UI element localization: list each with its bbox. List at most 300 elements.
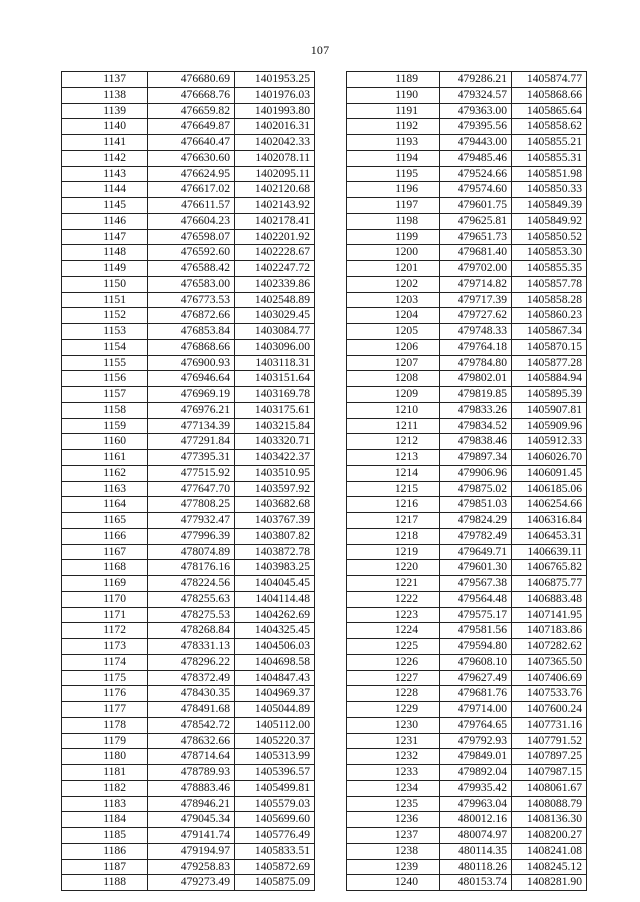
point-number-cell: 1233 xyxy=(347,765,440,781)
y-coordinate-cell: 1402042.33 xyxy=(235,135,315,151)
table-row xyxy=(62,607,315,623)
point-number-cell: 1198 xyxy=(347,213,440,229)
table-row xyxy=(62,103,315,119)
x-coordinate-cell: 476588.42 xyxy=(148,261,235,277)
x-coordinate-cell: 479897.34 xyxy=(440,450,512,466)
point-number-cell: 1224 xyxy=(347,623,440,639)
y-coordinate-cell: 1406185.06 xyxy=(512,481,587,497)
y-coordinate-cell: 1406453.31 xyxy=(512,528,587,544)
y-coordinate-cell: 1403872.78 xyxy=(235,544,315,560)
point-number-cell: 1175 xyxy=(62,670,148,686)
table-row xyxy=(347,717,587,733)
y-coordinate-cell: 1407365.50 xyxy=(512,654,587,670)
x-coordinate-cell: 479273.49 xyxy=(148,875,235,891)
x-coordinate-cell: 478296.22 xyxy=(148,654,235,670)
y-coordinate-cell: 1406765.82 xyxy=(512,560,587,576)
x-coordinate-cell: 479581.56 xyxy=(440,623,512,639)
table-row xyxy=(62,418,315,434)
table-row xyxy=(347,780,587,796)
y-coordinate-cell: 1406091.45 xyxy=(512,465,587,481)
x-coordinate-cell: 478255.63 xyxy=(148,591,235,607)
point-number-cell: 1162 xyxy=(62,465,148,481)
y-coordinate-cell: 1405313.99 xyxy=(235,749,315,765)
point-number-cell: 1152 xyxy=(62,308,148,324)
y-coordinate-cell: 1405857.78 xyxy=(512,276,587,292)
x-coordinate-cell: 477996.39 xyxy=(148,528,235,544)
table-row xyxy=(62,733,315,749)
y-coordinate-cell: 1403084.77 xyxy=(235,324,315,340)
table-row xyxy=(62,135,315,151)
x-coordinate-cell: 479363.00 xyxy=(440,103,512,119)
table-row xyxy=(62,150,315,166)
table-row xyxy=(347,875,587,891)
y-coordinate-cell: 1405833.51 xyxy=(235,843,315,859)
point-number-cell: 1240 xyxy=(347,875,440,891)
table-row xyxy=(347,87,587,103)
x-coordinate-cell: 479258.83 xyxy=(148,859,235,875)
table-row xyxy=(62,796,315,812)
point-number-cell: 1183 xyxy=(62,796,148,812)
table-row xyxy=(347,859,587,875)
table-row xyxy=(347,654,587,670)
x-coordinate-cell: 479764.65 xyxy=(440,717,512,733)
x-coordinate-cell: 479851.03 xyxy=(440,497,512,513)
x-coordinate-cell: 479748.33 xyxy=(440,324,512,340)
y-coordinate-cell: 1405895.39 xyxy=(512,387,587,403)
x-coordinate-cell: 478542.72 xyxy=(148,717,235,733)
x-coordinate-cell: 479141.74 xyxy=(148,828,235,844)
y-coordinate-cell: 1405870.15 xyxy=(512,339,587,355)
table-row xyxy=(347,418,587,434)
point-number-cell: 1174 xyxy=(62,654,148,670)
table-row xyxy=(347,198,587,214)
y-coordinate-cell: 1404262.69 xyxy=(235,607,315,623)
x-coordinate-cell: 479681.76 xyxy=(440,686,512,702)
y-coordinate-cell: 1402247.72 xyxy=(235,261,315,277)
point-number-cell: 1150 xyxy=(62,276,148,292)
y-coordinate-cell: 1407987.15 xyxy=(512,765,587,781)
point-number-cell: 1170 xyxy=(62,591,148,607)
y-coordinate-cell: 1403767.39 xyxy=(235,513,315,529)
point-number-cell: 1179 xyxy=(62,733,148,749)
point-number-cell: 1138 xyxy=(62,87,148,103)
y-coordinate-cell: 1406254.66 xyxy=(512,497,587,513)
table-row xyxy=(62,198,315,214)
table-row xyxy=(347,245,587,261)
table-row xyxy=(62,749,315,765)
y-coordinate-cell: 1402078.11 xyxy=(235,150,315,166)
x-coordinate-cell: 479833.26 xyxy=(440,402,512,418)
table-row xyxy=(347,182,587,198)
y-coordinate-cell: 1404847.43 xyxy=(235,670,315,686)
table-row xyxy=(347,765,587,781)
table-row xyxy=(347,276,587,292)
point-number-cell: 1137 xyxy=(62,72,148,88)
table-row xyxy=(347,607,587,623)
table-row xyxy=(62,497,315,513)
point-number-cell: 1165 xyxy=(62,513,148,529)
point-number-cell: 1160 xyxy=(62,434,148,450)
y-coordinate-cell: 1405865.64 xyxy=(512,103,587,119)
x-coordinate-cell: 476617.02 xyxy=(148,182,235,198)
y-coordinate-cell: 1402201.92 xyxy=(235,229,315,245)
point-number-cell: 1235 xyxy=(347,796,440,812)
table-row xyxy=(347,812,587,828)
x-coordinate-cell: 477395.31 xyxy=(148,450,235,466)
table-row xyxy=(62,245,315,261)
table-row xyxy=(62,591,315,607)
table-row xyxy=(347,387,587,403)
table-row xyxy=(347,324,587,340)
point-number-cell: 1234 xyxy=(347,780,440,796)
x-coordinate-cell: 479681.40 xyxy=(440,245,512,261)
point-number-cell: 1208 xyxy=(347,371,440,387)
x-coordinate-cell: 478946.21 xyxy=(148,796,235,812)
table-row xyxy=(62,765,315,781)
y-coordinate-cell: 1405855.35 xyxy=(512,261,587,277)
point-number-cell: 1143 xyxy=(62,166,148,182)
point-number-cell: 1161 xyxy=(62,450,148,466)
x-coordinate-cell: 476583.00 xyxy=(148,276,235,292)
table-row xyxy=(347,686,587,702)
x-coordinate-cell: 477134.39 xyxy=(148,418,235,434)
x-coordinate-cell: 476624.95 xyxy=(148,166,235,182)
x-coordinate-cell: 479649.71 xyxy=(440,544,512,560)
y-coordinate-cell: 1403682.68 xyxy=(235,497,315,513)
y-coordinate-cell: 1405855.21 xyxy=(512,135,587,151)
point-number-cell: 1194 xyxy=(347,150,440,166)
table-row xyxy=(347,308,587,324)
point-number-cell: 1204 xyxy=(347,308,440,324)
x-coordinate-cell: 479524.66 xyxy=(440,166,512,182)
x-coordinate-cell: 479625.81 xyxy=(440,213,512,229)
x-coordinate-cell: 476611.57 xyxy=(148,198,235,214)
y-coordinate-cell: 1403320.71 xyxy=(235,434,315,450)
x-coordinate-cell: 479838.46 xyxy=(440,434,512,450)
point-number-cell: 1199 xyxy=(347,229,440,245)
table-row xyxy=(62,513,315,529)
y-coordinate-cell: 1405858.28 xyxy=(512,292,587,308)
point-number-cell: 1151 xyxy=(62,292,148,308)
point-number-cell: 1172 xyxy=(62,623,148,639)
point-number-cell: 1195 xyxy=(347,166,440,182)
y-coordinate-cell: 1407282.62 xyxy=(512,639,587,655)
y-coordinate-cell: 1401976.03 xyxy=(235,87,315,103)
table-row xyxy=(347,72,587,88)
point-number-cell: 1169 xyxy=(62,576,148,592)
x-coordinate-cell: 476969.19 xyxy=(148,387,235,403)
x-coordinate-cell: 479594.80 xyxy=(440,639,512,655)
table-row xyxy=(62,72,315,88)
point-number-cell: 1215 xyxy=(347,481,440,497)
x-coordinate-cell: 479702.00 xyxy=(440,261,512,277)
y-coordinate-cell: 1405396.57 xyxy=(235,765,315,781)
point-number-cell: 1178 xyxy=(62,717,148,733)
table-row xyxy=(347,481,587,497)
y-coordinate-cell: 1402178.41 xyxy=(235,213,315,229)
table-row xyxy=(347,497,587,513)
y-coordinate-cell: 1408136.30 xyxy=(512,812,587,828)
x-coordinate-cell: 476976.21 xyxy=(148,402,235,418)
x-coordinate-cell: 476773.53 xyxy=(148,292,235,308)
x-coordinate-cell: 479714.82 xyxy=(440,276,512,292)
y-coordinate-cell: 1405877.28 xyxy=(512,355,587,371)
y-coordinate-cell: 1401953.25 xyxy=(235,72,315,88)
x-coordinate-cell: 478491.68 xyxy=(148,702,235,718)
x-coordinate-cell: 476649.87 xyxy=(148,119,235,135)
x-coordinate-cell: 479194.97 xyxy=(148,843,235,859)
table-row xyxy=(62,450,315,466)
table-row xyxy=(62,544,315,560)
point-number-cell: 1145 xyxy=(62,198,148,214)
table-row xyxy=(62,702,315,718)
point-number-cell: 1164 xyxy=(62,497,148,513)
x-coordinate-cell: 479849.01 xyxy=(440,749,512,765)
x-coordinate-cell: 479395.56 xyxy=(440,119,512,135)
y-coordinate-cell: 1403096.00 xyxy=(235,339,315,355)
table-row xyxy=(62,119,315,135)
point-number-cell: 1154 xyxy=(62,339,148,355)
x-coordinate-cell: 477647.70 xyxy=(148,481,235,497)
y-coordinate-cell: 1408281.90 xyxy=(512,875,587,891)
table-row xyxy=(62,276,315,292)
y-coordinate-cell: 1405220.37 xyxy=(235,733,315,749)
y-coordinate-cell: 1402339.86 xyxy=(235,276,315,292)
y-coordinate-cell: 1403510.95 xyxy=(235,465,315,481)
y-coordinate-cell: 1402143.92 xyxy=(235,198,315,214)
point-number-cell: 1239 xyxy=(347,859,440,875)
table-row xyxy=(347,150,587,166)
y-coordinate-cell: 1408200.27 xyxy=(512,828,587,844)
y-coordinate-cell: 1405867.34 xyxy=(512,324,587,340)
point-number-cell: 1214 xyxy=(347,465,440,481)
y-coordinate-cell: 1405849.39 xyxy=(512,198,587,214)
x-coordinate-cell: 479834.52 xyxy=(440,418,512,434)
point-number-cell: 1168 xyxy=(62,560,148,576)
point-number-cell: 1187 xyxy=(62,859,148,875)
point-number-cell: 1236 xyxy=(347,812,440,828)
x-coordinate-cell: 476853.84 xyxy=(148,324,235,340)
y-coordinate-cell: 1403029.45 xyxy=(235,308,315,324)
x-coordinate-cell: 476868.66 xyxy=(148,339,235,355)
point-number-cell: 1163 xyxy=(62,481,148,497)
table-row xyxy=(62,717,315,733)
y-coordinate-cell: 1402095.11 xyxy=(235,166,315,182)
point-number-cell: 1218 xyxy=(347,528,440,544)
table-row xyxy=(347,166,587,182)
x-coordinate-cell: 478331.13 xyxy=(148,639,235,655)
point-number-cell: 1173 xyxy=(62,639,148,655)
x-coordinate-cell: 479714.00 xyxy=(440,702,512,718)
y-coordinate-cell: 1405874.77 xyxy=(512,72,587,88)
point-number-cell: 1140 xyxy=(62,119,148,135)
x-coordinate-cell: 479935.42 xyxy=(440,780,512,796)
point-number-cell: 1188 xyxy=(62,875,148,891)
table-row xyxy=(62,292,315,308)
table-row xyxy=(347,261,587,277)
point-number-cell: 1182 xyxy=(62,780,148,796)
table-row xyxy=(347,465,587,481)
y-coordinate-cell: 1405875.09 xyxy=(235,875,315,891)
point-number-cell: 1141 xyxy=(62,135,148,151)
x-coordinate-cell: 479564.48 xyxy=(440,591,512,607)
x-coordinate-cell: 476592.60 xyxy=(148,245,235,261)
point-number-cell: 1156 xyxy=(62,371,148,387)
y-coordinate-cell: 1403215.84 xyxy=(235,418,315,434)
x-coordinate-cell: 477932.47 xyxy=(148,513,235,529)
point-number-cell: 1153 xyxy=(62,324,148,340)
table-row xyxy=(347,119,587,135)
table-row xyxy=(62,859,315,875)
y-coordinate-cell: 1403175.61 xyxy=(235,402,315,418)
y-coordinate-cell: 1408088.79 xyxy=(512,796,587,812)
table-row xyxy=(347,528,587,544)
point-number-cell: 1231 xyxy=(347,733,440,749)
y-coordinate-cell: 1407731.16 xyxy=(512,717,587,733)
table-row xyxy=(62,670,315,686)
table-row xyxy=(62,324,315,340)
point-number-cell: 1144 xyxy=(62,182,148,198)
table-row xyxy=(347,355,587,371)
x-coordinate-cell: 479824.29 xyxy=(440,513,512,529)
point-number-cell: 1139 xyxy=(62,103,148,119)
y-coordinate-cell: 1408241.08 xyxy=(512,843,587,859)
table-row xyxy=(347,828,587,844)
point-number-cell: 1206 xyxy=(347,339,440,355)
y-coordinate-cell: 1403983.25 xyxy=(235,560,315,576)
x-coordinate-cell: 479906.96 xyxy=(440,465,512,481)
point-number-cell: 1159 xyxy=(62,418,148,434)
x-coordinate-cell: 479485.46 xyxy=(440,150,512,166)
x-coordinate-cell: 479045.34 xyxy=(148,812,235,828)
table-row xyxy=(62,875,315,891)
point-number-cell: 1176 xyxy=(62,686,148,702)
x-coordinate-cell: 476872.66 xyxy=(148,308,235,324)
table-row xyxy=(347,450,587,466)
x-coordinate-cell: 478430.35 xyxy=(148,686,235,702)
point-number-cell: 1223 xyxy=(347,607,440,623)
table-row xyxy=(347,623,587,639)
x-coordinate-cell: 479567.38 xyxy=(440,576,512,592)
point-number-cell: 1211 xyxy=(347,418,440,434)
table-row xyxy=(62,623,315,639)
table-row xyxy=(62,843,315,859)
point-number-cell: 1219 xyxy=(347,544,440,560)
table-row xyxy=(347,796,587,812)
y-coordinate-cell: 1407533.76 xyxy=(512,686,587,702)
table-row xyxy=(62,355,315,371)
table-row xyxy=(62,402,315,418)
x-coordinate-cell: 479601.75 xyxy=(440,198,512,214)
coordinate-table-right xyxy=(346,71,587,891)
table-row xyxy=(347,733,587,749)
y-coordinate-cell: 1404698.58 xyxy=(235,654,315,670)
y-coordinate-cell: 1405850.33 xyxy=(512,182,587,198)
y-coordinate-cell: 1406875.77 xyxy=(512,576,587,592)
table-row xyxy=(62,261,315,277)
y-coordinate-cell: 1405112.00 xyxy=(235,717,315,733)
table-row xyxy=(62,166,315,182)
x-coordinate-cell: 479782.49 xyxy=(440,528,512,544)
y-coordinate-cell: 1407897.25 xyxy=(512,749,587,765)
x-coordinate-cell: 479627.49 xyxy=(440,670,512,686)
y-coordinate-cell: 1405850.52 xyxy=(512,229,587,245)
x-coordinate-cell: 479574.60 xyxy=(440,182,512,198)
page-number: 107 xyxy=(310,43,330,57)
y-coordinate-cell: 1405858.62 xyxy=(512,119,587,135)
point-number-cell: 1227 xyxy=(347,670,440,686)
x-coordinate-cell: 477808.25 xyxy=(148,497,235,513)
table-row xyxy=(62,465,315,481)
x-coordinate-cell: 479286.21 xyxy=(440,72,512,88)
x-coordinate-cell: 478632.66 xyxy=(148,733,235,749)
x-coordinate-cell: 480074.97 xyxy=(440,828,512,844)
table-row xyxy=(62,213,315,229)
x-coordinate-cell: 476680.69 xyxy=(148,72,235,88)
table-row xyxy=(347,843,587,859)
y-coordinate-cell: 1405855.31 xyxy=(512,150,587,166)
point-number-cell: 1167 xyxy=(62,544,148,560)
y-coordinate-cell: 1405849.92 xyxy=(512,213,587,229)
table-row xyxy=(347,576,587,592)
table-row xyxy=(62,576,315,592)
table-row xyxy=(347,213,587,229)
point-number-cell: 1203 xyxy=(347,292,440,308)
table-row xyxy=(62,528,315,544)
table-row xyxy=(62,182,315,198)
table-row xyxy=(62,686,315,702)
y-coordinate-cell: 1405044.89 xyxy=(235,702,315,718)
x-coordinate-cell: 479324.57 xyxy=(440,87,512,103)
x-coordinate-cell: 479727.62 xyxy=(440,308,512,324)
point-number-cell: 1209 xyxy=(347,387,440,403)
table-row xyxy=(62,481,315,497)
y-coordinate-cell: 1403807.82 xyxy=(235,528,315,544)
y-coordinate-cell: 1402228.67 xyxy=(235,245,315,261)
x-coordinate-cell: 476598.07 xyxy=(148,229,235,245)
table-row xyxy=(347,513,587,529)
x-coordinate-cell: 478224.56 xyxy=(148,576,235,592)
x-coordinate-cell: 476630.60 xyxy=(148,150,235,166)
x-coordinate-cell: 479651.73 xyxy=(440,229,512,245)
y-coordinate-cell: 1407791.52 xyxy=(512,733,587,749)
table-row xyxy=(62,654,315,670)
x-coordinate-cell: 479784.80 xyxy=(440,355,512,371)
y-coordinate-cell: 1402548.89 xyxy=(235,292,315,308)
y-coordinate-cell: 1405872.69 xyxy=(235,859,315,875)
x-coordinate-cell: 478789.93 xyxy=(148,765,235,781)
point-number-cell: 1200 xyxy=(347,245,440,261)
point-number-cell: 1146 xyxy=(62,213,148,229)
y-coordinate-cell: 1403422.37 xyxy=(235,450,315,466)
table-row xyxy=(62,639,315,655)
x-coordinate-cell: 479875.02 xyxy=(440,481,512,497)
y-coordinate-cell: 1407600.24 xyxy=(512,702,587,718)
x-coordinate-cell: 478883.46 xyxy=(148,780,235,796)
point-number-cell: 1157 xyxy=(62,387,148,403)
point-number-cell: 1212 xyxy=(347,434,440,450)
x-coordinate-cell: 478714.64 xyxy=(148,749,235,765)
point-number-cell: 1213 xyxy=(347,450,440,466)
point-number-cell: 1142 xyxy=(62,150,148,166)
y-coordinate-cell: 1401993.80 xyxy=(235,103,315,119)
point-number-cell: 1205 xyxy=(347,324,440,340)
point-number-cell: 1184 xyxy=(62,812,148,828)
x-coordinate-cell: 478176.16 xyxy=(148,560,235,576)
table-row xyxy=(347,135,587,151)
point-number-cell: 1238 xyxy=(347,843,440,859)
y-coordinate-cell: 1405909.96 xyxy=(512,418,587,434)
